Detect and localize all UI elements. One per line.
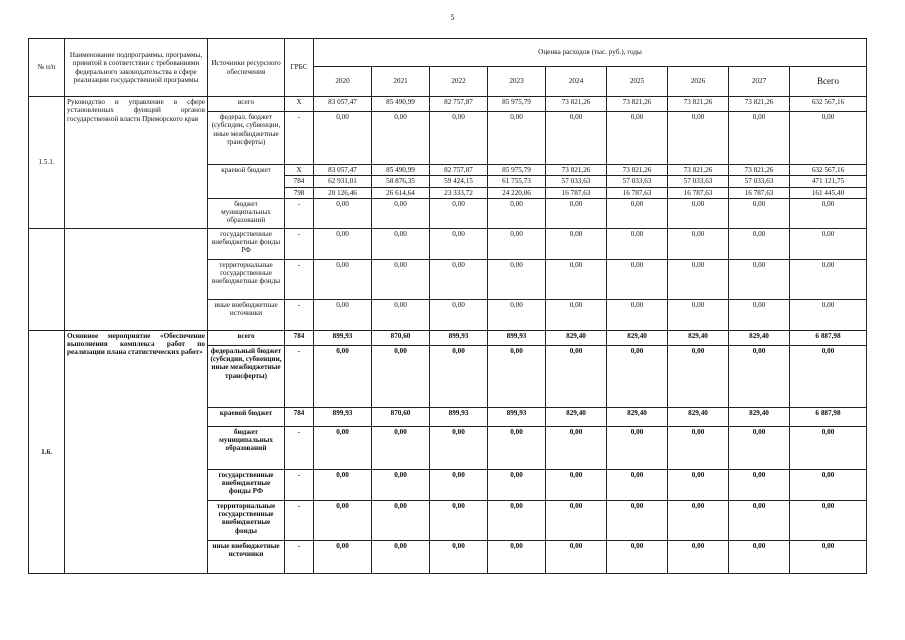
value-cell: 0,00 (372, 299, 430, 330)
section-1-5-1 (29, 97, 867, 331)
value-cell: 829,40 (607, 407, 668, 426)
value-cell: 0,00 (372, 540, 430, 573)
value-cell: 829,40 (729, 330, 790, 345)
value-cell: 899,93 (430, 407, 488, 426)
value-cell: 20 126,46 (314, 187, 372, 198)
total-cell: 0,00 (790, 112, 867, 165)
header-grbs: ГРБС (285, 39, 314, 97)
value-cell: 0,00 (668, 259, 729, 299)
grbs-cell: 784 (285, 407, 314, 426)
value-cell: 0,00 (607, 259, 668, 299)
value-cell: 0,00 (488, 345, 546, 407)
source-cell: всего (208, 330, 285, 345)
value-cell: 829,40 (607, 330, 668, 345)
value-cell: 16 787,63 (668, 187, 729, 198)
value-cell: 0,00 (607, 540, 668, 573)
value-cell: 0,00 (668, 345, 729, 407)
value-cell: 0,00 (729, 228, 790, 259)
value-cell: 899,93 (314, 407, 372, 426)
grbs-cell: - (285, 469, 314, 500)
value-cell: 0,00 (546, 259, 607, 299)
row-index: 1.6. (29, 330, 65, 573)
value-cell: 829,40 (546, 407, 607, 426)
value-cell: 0,00 (546, 198, 607, 228)
value-cell: 0,00 (607, 426, 668, 469)
value-cell: 0,00 (372, 345, 430, 407)
value-cell: 0,00 (729, 345, 790, 407)
value-cell: 829,40 (546, 330, 607, 345)
total-cell: 0,00 (790, 299, 867, 330)
value-cell: 899,93 (488, 407, 546, 426)
value-cell: 0,00 (668, 112, 729, 165)
header-year: 2026 (668, 67, 729, 97)
value-cell: 0,00 (729, 259, 790, 299)
total-cell: 0,00 (790, 426, 867, 469)
value-cell: 870,60 (372, 407, 430, 426)
value-cell: 0,00 (430, 228, 488, 259)
value-cell: 59 424,15 (430, 176, 488, 187)
source-cell: иные внебюджетные источники (208, 299, 285, 330)
value-cell: 0,00 (430, 259, 488, 299)
value-cell: 0,00 (668, 299, 729, 330)
header-source: Источники ресурсного обеспечения (208, 39, 285, 97)
value-cell: 0,00 (488, 469, 546, 500)
value-cell: 0,00 (729, 540, 790, 573)
value-cell: 82 757,87 (430, 97, 488, 112)
value-cell: 829,40 (668, 407, 729, 426)
page-number: 5 (450, 13, 455, 22)
value-cell: 0,00 (488, 500, 546, 540)
total-cell: 0,00 (790, 198, 867, 228)
value-cell: 58 876,35 (372, 176, 430, 187)
value-cell: 0,00 (546, 299, 607, 330)
source-cell: краевой бюджет (208, 165, 285, 199)
value-cell: 0,00 (607, 198, 668, 228)
value-cell: 0,00 (668, 426, 729, 469)
value-cell: 0,00 (372, 259, 430, 299)
value-cell: 73 821,26 (546, 97, 607, 112)
value-cell: 57 033,63 (607, 176, 668, 187)
total-cell: 0,00 (790, 228, 867, 259)
value-cell: 0,00 (546, 345, 607, 407)
value-cell: 0,00 (546, 228, 607, 259)
source-cell: территориальные государственные внебюджетные фонды (208, 500, 285, 540)
table-row (29, 330, 867, 345)
value-cell: 0,00 (668, 469, 729, 500)
value-cell: 0,00 (668, 228, 729, 259)
total-cell: 0,00 (790, 345, 867, 407)
total-cell: 632 567,16 (790, 165, 867, 176)
value-cell: 73 821,26 (607, 97, 668, 112)
value-cell: 16 787,63 (607, 187, 668, 198)
header-year: 2027 (729, 67, 790, 97)
value-cell: 24 220,06 (488, 187, 546, 198)
value-cell: 829,40 (668, 330, 729, 345)
value-cell: 0,00 (314, 228, 372, 259)
value-cell: 829,40 (729, 407, 790, 426)
value-cell: 0,00 (729, 469, 790, 500)
value-cell: 0,00 (430, 426, 488, 469)
value-cell: 16 787,63 (729, 187, 790, 198)
value-cell: 0,00 (372, 198, 430, 228)
value-cell: 0,00 (729, 299, 790, 330)
value-cell: 0,00 (314, 198, 372, 228)
value-cell: 0,00 (314, 540, 372, 573)
grbs-cell: Х (285, 97, 314, 112)
source-cell: государственные внебюджетные фонды РФ (208, 228, 285, 259)
header-row-top (29, 39, 867, 67)
grbs-cell: - (285, 500, 314, 540)
table-row (29, 97, 867, 112)
grbs-cell: - (285, 426, 314, 469)
value-cell: 26 614,64 (372, 187, 430, 198)
value-cell: 0,00 (607, 112, 668, 165)
total-cell: 0,00 (790, 469, 867, 500)
grbs-cell: - (285, 540, 314, 573)
row-name: Руководство и управление в сфере установленных функций органов государственной власти Приморского края (65, 97, 208, 229)
value-cell: 0,00 (607, 345, 668, 407)
section-1-6 (29, 330, 867, 573)
value-cell: 16 787,63 (546, 187, 607, 198)
value-cell: 85 975,79 (488, 97, 546, 112)
total-cell: 161 445,40 (790, 187, 867, 198)
value-cell: 0,00 (430, 345, 488, 407)
header-name: Наименование подпрограммы, программы, принятой в соответствии с требованиями федерального законодательства в сфере реализации государственной программы (65, 39, 208, 97)
value-cell: 0,00 (488, 198, 546, 228)
value-cell: 73 821,26 (729, 97, 790, 112)
value-cell: 0,00 (430, 299, 488, 330)
value-cell: 0,00 (729, 500, 790, 540)
row-index: 1.5.1. (29, 97, 65, 229)
value-cell: 0,00 (314, 112, 372, 165)
value-cell: 73 821,26 (668, 165, 729, 176)
source-cell: бюджет муниципальных образований (208, 426, 285, 469)
header-year: 2023 (488, 67, 546, 97)
header-year: 2020 (314, 67, 372, 97)
total-cell: 6 887,98 (790, 407, 867, 426)
value-cell: 0,00 (488, 540, 546, 573)
grbs-cell: Х (285, 165, 314, 176)
value-cell: 85 490,99 (372, 165, 430, 176)
value-cell: 899,93 (488, 330, 546, 345)
grbs-cell: - (285, 299, 314, 330)
value-cell: 0,00 (430, 469, 488, 500)
value-cell: 0,00 (607, 228, 668, 259)
header-total: Всего (790, 67, 867, 97)
value-cell: 57 033,63 (546, 176, 607, 187)
value-cell: 0,00 (546, 540, 607, 573)
value-cell: 0,00 (372, 228, 430, 259)
value-cell: 0,00 (488, 426, 546, 469)
source-cell: федерал. бюджет (субсидии, субвенции, иные межбюджетные трансферты) (208, 112, 285, 165)
total-cell: 0,00 (790, 540, 867, 573)
value-cell: 0,00 (314, 469, 372, 500)
value-cell: 899,93 (430, 330, 488, 345)
value-cell: 83 057,47 (314, 97, 372, 112)
grbs-cell: - (285, 112, 314, 165)
value-cell: 870,60 (372, 330, 430, 345)
value-cell: 73 821,26 (668, 97, 729, 112)
source-cell: бюджет муниципальных образований (208, 198, 285, 228)
source-cell: краевой бюджет (208, 407, 285, 426)
grbs-cell: 784 (285, 176, 314, 187)
value-cell: 0,00 (314, 345, 372, 407)
header-year: 2022 (430, 67, 488, 97)
value-cell: 85 490,99 (372, 97, 430, 112)
grbs-cell: 798 (285, 187, 314, 198)
value-cell: 85 975,79 (488, 165, 546, 176)
value-cell: 0,00 (546, 500, 607, 540)
value-cell: 61 755,73 (488, 176, 546, 187)
value-cell: 0,00 (372, 112, 430, 165)
header-num: № п/п (29, 39, 65, 97)
source-cell: федеральный бюджет (субсидии, субвенции, иные межбюджетные трансферты) (208, 345, 285, 407)
value-cell: 73 821,26 (729, 165, 790, 176)
grbs-cell: - (285, 228, 314, 259)
total-cell: 0,00 (790, 259, 867, 299)
source-cell: всего (208, 97, 285, 112)
value-cell: 0,00 (488, 228, 546, 259)
total-cell: 471 121,75 (790, 176, 867, 187)
value-cell: 82 757,87 (430, 165, 488, 176)
value-cell: 62 931,01 (314, 176, 372, 187)
value-cell: 0,00 (607, 299, 668, 330)
header-year: 2021 (372, 67, 430, 97)
value-cell: 0,00 (488, 299, 546, 330)
value-cell: 0,00 (607, 500, 668, 540)
value-cell: 0,00 (607, 469, 668, 500)
value-cell: 0,00 (314, 500, 372, 540)
source-cell: государственные внебюджетные фонды РФ (208, 469, 285, 500)
value-cell: 0,00 (488, 259, 546, 299)
value-cell: 0,00 (546, 112, 607, 165)
total-cell: 632 567,16 (790, 97, 867, 112)
header-estimate: Оценка расходов (тыс. руб.), годы (314, 39, 867, 67)
grbs-cell: - (285, 259, 314, 299)
value-cell: 0,00 (314, 426, 372, 469)
grbs-cell: - (285, 198, 314, 228)
header-year: 2025 (607, 67, 668, 97)
budget-table (28, 38, 867, 574)
grbs-cell: - (285, 345, 314, 407)
value-cell: 0,00 (314, 259, 372, 299)
value-cell: 23 333,72 (430, 187, 488, 198)
value-cell: 0,00 (372, 426, 430, 469)
header-year: 2024 (546, 67, 607, 97)
value-cell: 0,00 (668, 500, 729, 540)
value-cell: 57 033,63 (729, 176, 790, 187)
value-cell: 83 057,47 (314, 165, 372, 176)
value-cell: 0,00 (546, 469, 607, 500)
value-cell: 0,00 (372, 500, 430, 540)
value-cell: 0,00 (546, 426, 607, 469)
value-cell: 0,00 (314, 299, 372, 330)
value-cell: 0,00 (430, 112, 488, 165)
source-cell: иные внебюджетные источники (208, 540, 285, 573)
row-name: Основное мероприятие «Обеспечение выполнения комплекса работ по реализации плана статистических работ» (65, 330, 208, 573)
source-cell: территориальные государственные внебюджетные фонды (208, 259, 285, 299)
total-cell: 0,00 (790, 500, 867, 540)
value-cell: 73 821,26 (546, 165, 607, 176)
value-cell: 0,00 (729, 426, 790, 469)
value-cell: 0,00 (668, 198, 729, 228)
grbs-cell: 784 (285, 330, 314, 345)
value-cell: 0,00 (488, 112, 546, 165)
value-cell: 57 033,63 (668, 176, 729, 187)
value-cell: 0,00 (729, 112, 790, 165)
value-cell: 0,00 (668, 540, 729, 573)
value-cell: 0,00 (729, 198, 790, 228)
value-cell: 899,93 (314, 330, 372, 345)
value-cell: 73 821,26 (607, 165, 668, 176)
value-cell: 0,00 (430, 198, 488, 228)
value-cell: 0,00 (430, 540, 488, 573)
table-row (29, 228, 867, 259)
value-cell: 0,00 (372, 469, 430, 500)
value-cell: 0,00 (430, 500, 488, 540)
total-cell: 6 887,98 (790, 330, 867, 345)
